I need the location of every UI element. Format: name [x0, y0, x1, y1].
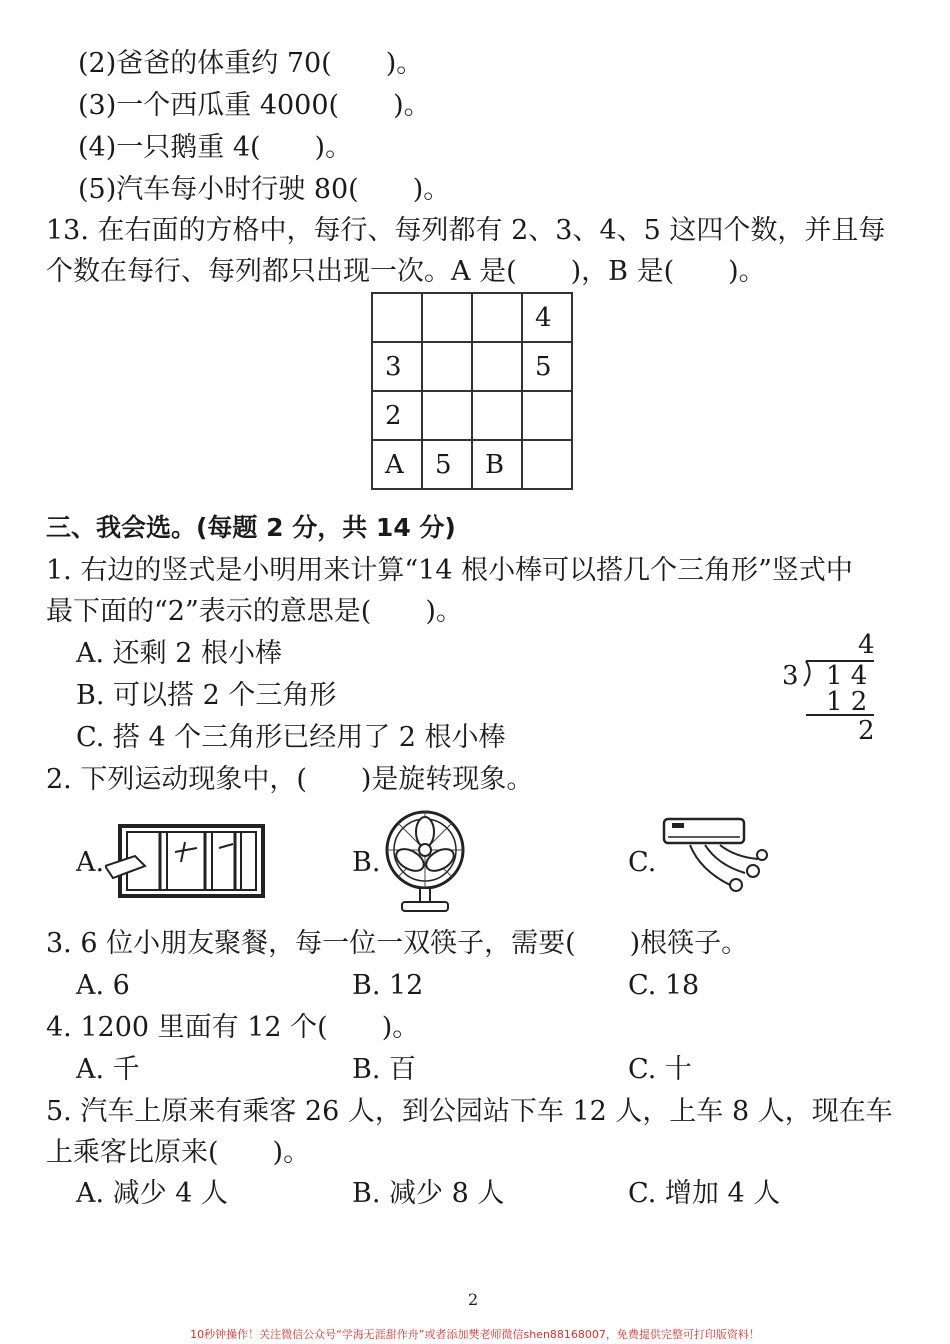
- s3-q2-stem: 2. 下列运动现象中，( )是旋转现象。: [46, 764, 534, 795]
- grid-row: [372, 293, 572, 342]
- division-quotient: 4: [858, 630, 875, 660]
- page-number: 2: [468, 1290, 479, 1309]
- grid-cell: 4: [522, 293, 572, 342]
- s3-q3-option-a: A. 6: [76, 970, 130, 1001]
- grid-cell: [422, 391, 472, 440]
- s3-q1-line1: 1. 右边的竖式是小明用来计算“14 根小棒可以搭几个三角形”竖式中: [46, 555, 853, 586]
- grid-cell: B: [472, 440, 522, 489]
- grid-cell: [522, 440, 572, 489]
- s3-q4-stem: 4. 1200 里面有 12 个( )。: [46, 1012, 420, 1043]
- division-dividend: 1 4: [826, 661, 868, 691]
- grid-cell: 5: [422, 440, 472, 489]
- s3-q5-option-b: B. 减少 8 人: [352, 1178, 505, 1209]
- grid-cell: 3: [372, 342, 422, 391]
- grid-cell: [422, 293, 472, 342]
- s3-q5-line1: 5. 汽车上原来有乘客 26 人，到公园站下车 12 人，上车 8 人，现在车: [46, 1096, 893, 1127]
- grid-cell: A: [372, 440, 422, 489]
- s3-q1-line2: 最下面的“2”表示的意思是( )。: [46, 596, 463, 627]
- s3-q3-stem: 3. 6 位小朋友聚餐，每一位一双筷子，需要( )根筷子。: [46, 928, 749, 959]
- s3-q1-option-a: A. 还剩 2 根小棒: [76, 638, 283, 669]
- s3-q2-label-b: B.: [352, 847, 381, 878]
- grid-cell: [472, 293, 522, 342]
- window-sliding-icon: [105, 822, 267, 900]
- grid-cell: [522, 391, 572, 440]
- grid-cell: 5: [522, 342, 572, 391]
- grid-cell: [372, 293, 422, 342]
- s3-q5-line2: 上乘客比原来( )。: [46, 1137, 311, 1168]
- s3-q2-label-c: C.: [628, 847, 657, 878]
- q12-item-4: (4)一只鹅重 4( )。: [78, 132, 353, 163]
- s3-q1-option-b: B. 可以搭 2 个三角形: [76, 680, 337, 711]
- q12-item-2: (2)爸爸的体重约 70( )。: [78, 48, 424, 79]
- q13-line1: 13. 在右面的方格中，每行、每列都有 2、3、4、5 这四个数，并且每: [46, 215, 886, 246]
- grid-row: [372, 440, 572, 489]
- s3-q3-option-b: B. 12: [352, 970, 424, 1001]
- grid-cell: [472, 342, 522, 391]
- grid-row: [372, 391, 572, 440]
- q13-line2: 个数在每行、每列都只出现一次。A 是( )，B 是( )。: [46, 256, 766, 287]
- division-remainder: 2: [858, 716, 875, 746]
- s3-q3-option-c: C. 18: [628, 970, 700, 1001]
- footer-note: 10秒钟操作！关注微信公众号“学海无涯甜作舟”或者添加樊老师微信shen88168007，免费提供完整可打印版资料！: [190, 1328, 760, 1341]
- s3-q4-option-a: A. 千: [76, 1054, 140, 1085]
- grid-cell: [422, 342, 472, 391]
- number-grid: [371, 292, 573, 490]
- long-division: [770, 630, 880, 745]
- electric-fan-icon: [380, 808, 470, 914]
- s3-q2-label-a: A.: [76, 847, 105, 878]
- division-divisor: 3: [782, 661, 799, 691]
- s3-q4-option-b: B. 百: [352, 1054, 417, 1085]
- q12-item-3: (3)一个西瓜重 4000( )。: [78, 90, 431, 121]
- q12-item-5: (5)汽车每小时行驶 80( )。: [78, 174, 451, 205]
- grid-row: [372, 342, 572, 391]
- s3-q4-option-c: C. 十: [628, 1054, 692, 1085]
- s3-q1-option-c: C. 搭 4 个三角形已经用了 2 根小棒: [76, 722, 506, 753]
- grid-cell: [472, 391, 522, 440]
- section3-title: 三、我会选。(每题 2 分，共 14 分): [46, 513, 456, 542]
- s3-q5-option-a: A. 减少 4 人: [76, 1178, 229, 1209]
- grid-cell: 2: [372, 391, 422, 440]
- division-product: 1 2: [826, 687, 868, 717]
- air-conditioner-icon: [660, 815, 770, 900]
- s3-q5-option-c: C. 增加 4 人: [628, 1178, 781, 1209]
